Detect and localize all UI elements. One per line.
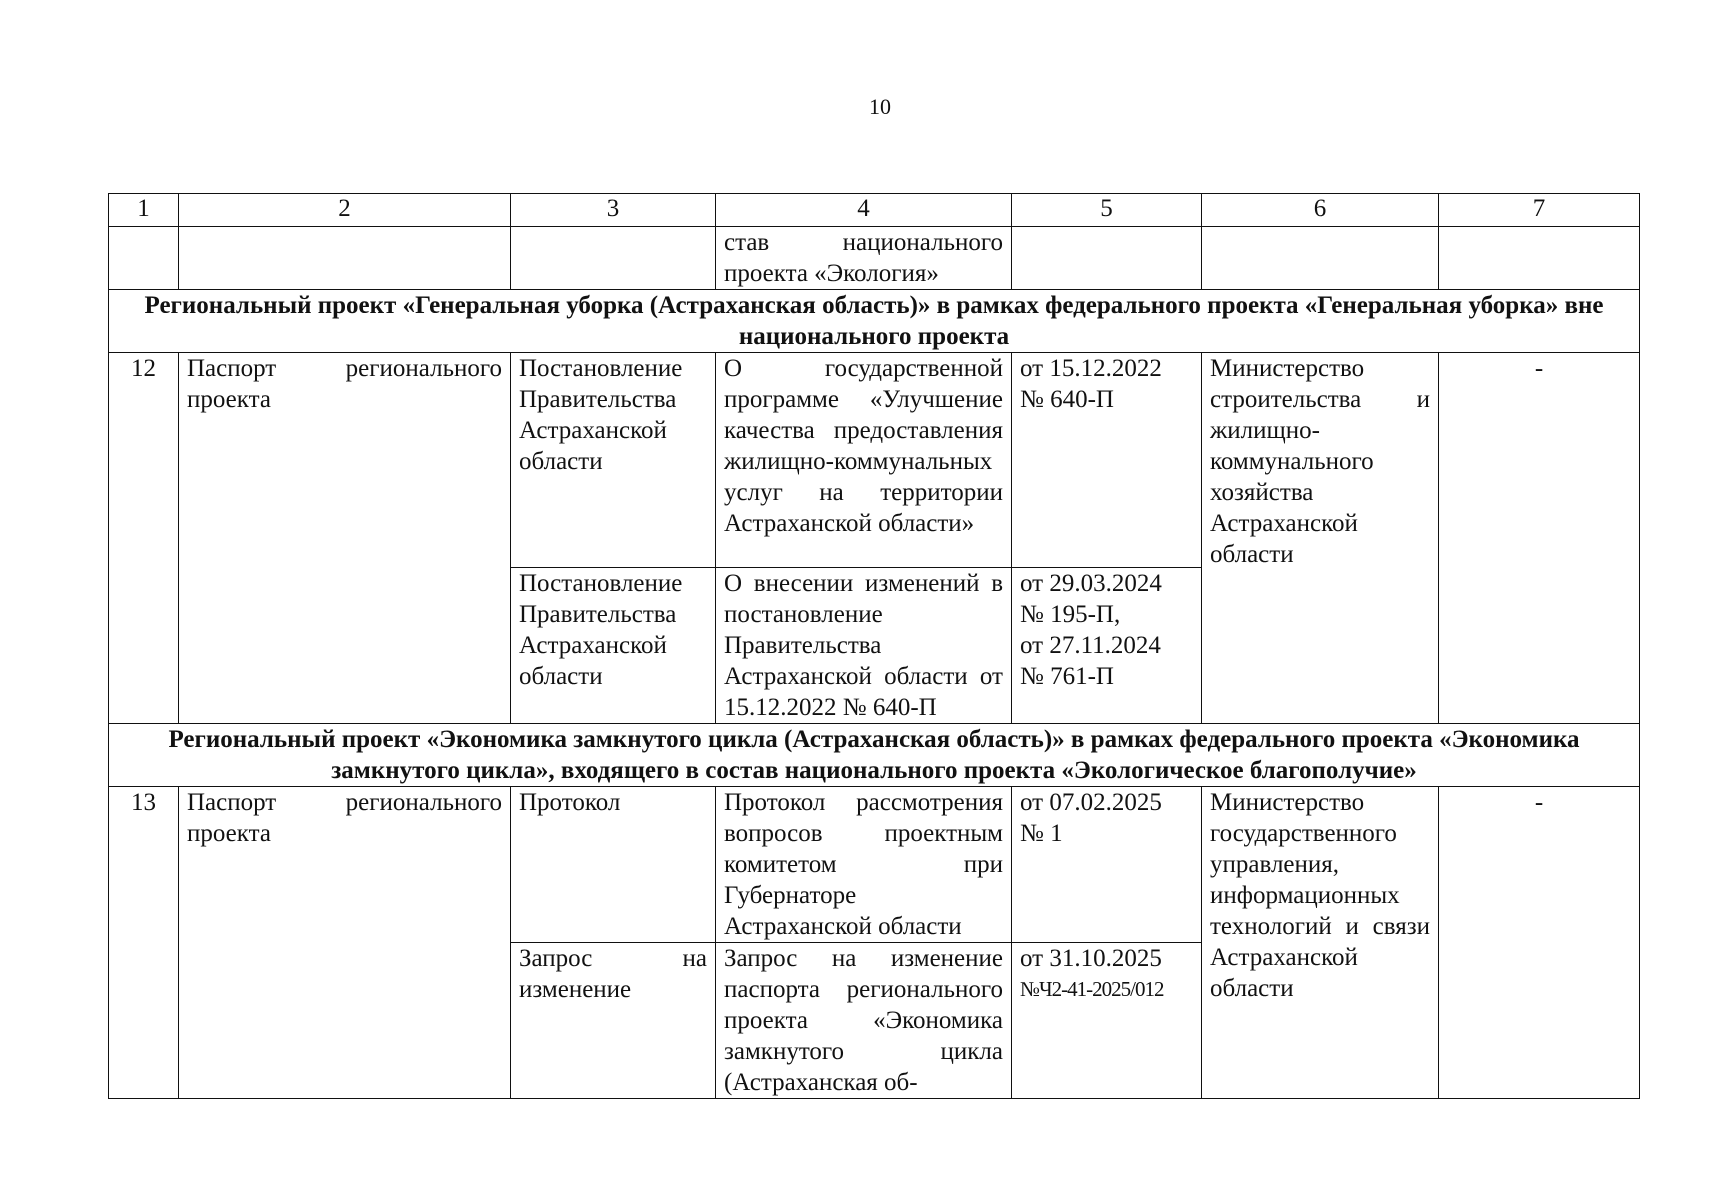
entry-doc-details — [1012, 787, 1202, 943]
entry-doc-title: Протокол рассмотрения вопросов проектным комитетом при Губернаторе Астраханской области — [716, 787, 1012, 943]
entry-number: 12 — [109, 353, 179, 724]
detail-line: №Ч2-41-2025/012 — [1020, 977, 1164, 1001]
entry-doc-details — [1012, 943, 1202, 1099]
detail-line: от 27.11.2024 — [1020, 632, 1161, 659]
entry-doc-title: Запрос на изменение паспорта регионального проекта «Экономика замкнутого цикла (Астраханская об- — [716, 943, 1012, 1099]
page-number: 10 — [869, 94, 891, 119]
entry-note: - — [1439, 787, 1640, 1099]
entry-responsible: Министерство строительства и жилищно-коммунального хозяйства Астраханской области — [1202, 353, 1439, 724]
column-number: 1 — [109, 194, 179, 227]
section-title: Региональный проект «Генеральная уборка (Астраханская область)» в рамках федерального проекта «Генеральная уборка» вне национального проекта — [109, 290, 1640, 353]
entry-doc-type: Постановление Правительства Астраханской области — [511, 568, 716, 724]
entry-doc-type: Протокол — [511, 787, 716, 943]
document-table — [108, 193, 1640, 1099]
entry-document: Паспорт регионального проекта — [179, 353, 511, 724]
detail-line: № 761-П — [1020, 663, 1114, 690]
entry-document: Паспорт регионального проекта — [179, 787, 511, 1099]
entry-note: - — [1439, 353, 1640, 724]
table-row — [109, 353, 1640, 568]
detail-line: от 15.12.2022 — [1020, 355, 1162, 382]
column-number: 6 — [1202, 194, 1439, 227]
entry-doc-type: Запрос на изменение — [511, 943, 716, 1099]
column-number: 2 — [179, 194, 511, 227]
column-number-row — [109, 194, 1640, 227]
continuation-text: став национального проекта «Экология» — [716, 227, 1012, 290]
detail-line: от 29.03.2024 — [1020, 570, 1162, 597]
detail-line: от 31.10.2025 — [1020, 945, 1162, 972]
detail-line: от 07.02.2025 — [1020, 789, 1162, 816]
detail-line: № 1 — [1020, 820, 1063, 847]
continuation-row — [109, 227, 1640, 290]
table-row — [109, 787, 1640, 943]
section-title: Региональный проект «Экономика замкнутого цикла (Астраханская область)» в рамках федерального проекта «Экономика замкнутого цикла», входящего в состав национального проекта «Экологическое благополучие» — [109, 724, 1640, 787]
section-title-row — [109, 290, 1640, 353]
section-title-row — [109, 724, 1640, 787]
column-number: 4 — [716, 194, 1012, 227]
entry-number: 13 — [109, 787, 179, 1099]
column-number: 5 — [1012, 194, 1202, 227]
detail-line: № 640-П — [1020, 386, 1114, 413]
entry-doc-type: Постановление Правительства Астраханской области — [511, 353, 716, 568]
entry-responsible: Министерство государственного управления, информационных технологий и связи Астраханской области — [1202, 787, 1439, 1099]
entry-doc-title: О внесении изменений в постановление Правительства Астраханской области от 15.12.2022 № 640-П — [716, 568, 1012, 724]
entry-doc-title: О государственной программе «Улучшение качества предоставления жилищно-коммунальных услуг на территории Астраханской области» — [716, 353, 1012, 568]
column-number: 3 — [511, 194, 716, 227]
entry-doc-details — [1012, 353, 1202, 568]
detail-line: № 195-П, — [1020, 601, 1121, 628]
entry-doc-details — [1012, 568, 1202, 724]
column-number: 7 — [1439, 194, 1640, 227]
